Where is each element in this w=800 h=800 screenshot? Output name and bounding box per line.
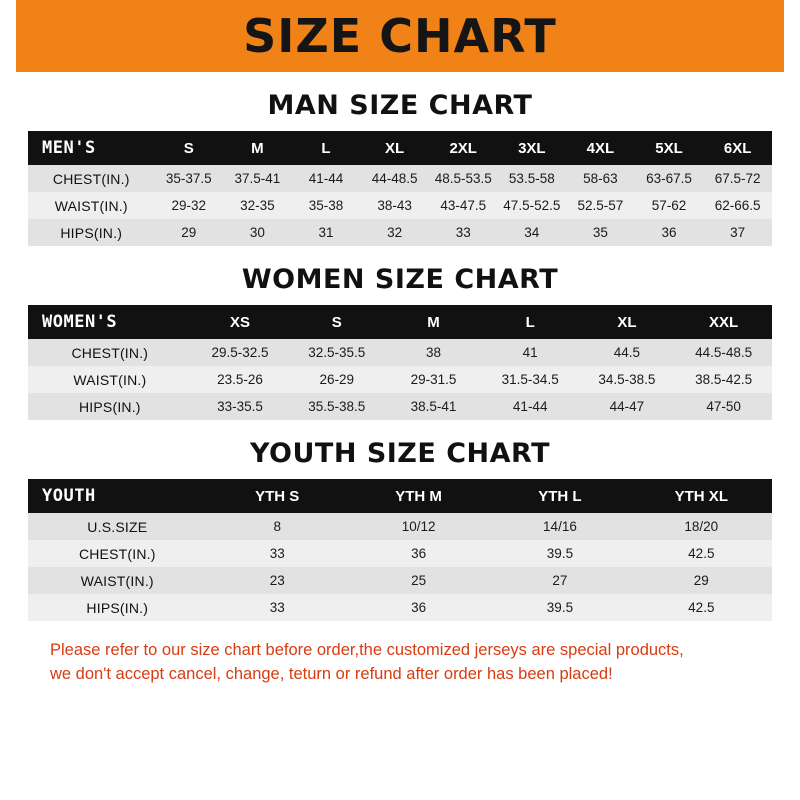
women-header-xs: XS — [230, 313, 251, 331]
man-hips-m: 30 — [249, 225, 265, 240]
man-hips-3xl: 34 — [524, 225, 540, 240]
youth-header-xl: YTH XL — [674, 487, 728, 505]
women-section-title: WOMEN SIZE CHART — [241, 264, 559, 295]
youth-size-table — [28, 479, 772, 621]
man-chest-6xl: 67.5-72 — [714, 171, 761, 186]
women-waist-xs: 23.5-26 — [217, 372, 263, 387]
man-header-3xl: 3XL — [518, 139, 546, 157]
youth-header-s: YTH S — [255, 487, 300, 505]
women-waist-xxl: 38.5-42.5 — [695, 372, 753, 387]
man-waist-l: 35-38 — [308, 198, 344, 213]
man-chest-l: 41-44 — [308, 171, 344, 186]
man-header-m: M — [251, 139, 264, 157]
table-row — [28, 594, 772, 621]
youth-row-label-ussize: U.S.SIZE — [87, 518, 148, 535]
footer-note — [28, 639, 772, 687]
table-row — [28, 192, 772, 219]
youth-ussize-xl: 18/20 — [684, 519, 719, 534]
header-band — [0, 0, 800, 72]
women-hips-s: 35.5-38.5 — [308, 399, 366, 414]
man-hips-2xl: 33 — [455, 225, 471, 240]
man-chest-2xl: 48.5-53.5 — [434, 171, 492, 186]
youth-header-label: YOUTH — [42, 486, 96, 506]
women-table-body — [28, 339, 772, 420]
women-chest-l: 41 — [522, 345, 538, 360]
man-waist-3xl: 47.5-52.5 — [503, 198, 561, 213]
man-waist-m: 32-35 — [240, 198, 275, 213]
table-header-row — [28, 131, 772, 165]
youth-ussize-l: 14/16 — [543, 519, 577, 534]
table-row — [28, 540, 772, 567]
women-size-table — [28, 305, 772, 420]
footer-note-line2: we don't accept cancel, change, teturn or refund after order has been placed! — [50, 664, 613, 683]
youth-waist-s: 23 — [269, 573, 285, 588]
man-chest-xl: 44-48.5 — [371, 171, 418, 186]
women-waist-l: 31.5-34.5 — [501, 372, 559, 387]
women-chest-xxl: 44.5-48.5 — [695, 345, 753, 360]
table-row — [28, 366, 772, 393]
man-hips-6xl: 37 — [730, 225, 746, 240]
youth-hips-m: 36 — [411, 600, 427, 615]
man-header-s: S — [183, 139, 194, 157]
youth-chest-s: 33 — [269, 546, 285, 561]
women-hips-l: 41-44 — [512, 399, 548, 414]
table-row — [28, 513, 772, 540]
women-hips-xl: 44-47 — [609, 399, 645, 414]
women-waist-s: 26-29 — [319, 372, 355, 387]
table-header-row — [28, 305, 772, 339]
youth-waist-xl: 29 — [693, 573, 709, 588]
page-title: SIZE CHART — [243, 9, 557, 63]
header-left-gap — [0, 0, 16, 72]
man-chest-4xl: 58-63 — [583, 171, 618, 186]
youth-hips-xl: 42.5 — [688, 600, 715, 615]
youth-chest-xl: 42.5 — [688, 546, 715, 561]
man-header-5xl: 5XL — [655, 139, 683, 157]
header-right-gap — [784, 0, 800, 72]
table-header-row — [28, 479, 772, 513]
man-chest-m: 37.5-41 — [234, 171, 281, 186]
man-size-table — [28, 131, 772, 246]
women-row-label-chest: CHEST(IN.) — [71, 344, 149, 361]
man-header-6xl: 6XL — [723, 139, 752, 157]
man-hips-5xl: 36 — [661, 225, 677, 240]
women-table-head — [28, 305, 772, 339]
women-hips-xxl: 47-50 — [706, 399, 741, 414]
man-chest-s: 35-37.5 — [165, 171, 212, 186]
women-waist-m: 29-31.5 — [410, 372, 457, 387]
table-row — [28, 339, 772, 366]
youth-waist-l: 27 — [552, 573, 568, 588]
youth-header-m: YTH M — [395, 487, 442, 505]
table-row — [28, 393, 772, 420]
man-row-label-hips: HIPS(IN.) — [60, 224, 123, 241]
youth-chest-l: 39.5 — [546, 546, 574, 561]
man-hips-l: 31 — [318, 225, 334, 240]
youth-table-head — [28, 479, 772, 513]
women-row-label-hips: HIPS(IN.) — [78, 398, 141, 415]
man-row-label-chest: CHEST(IN.) — [52, 170, 130, 187]
man-table-body — [28, 165, 772, 246]
women-header-l: L — [525, 313, 535, 331]
youth-chest-m: 36 — [411, 546, 427, 561]
man-hips-xl: 32 — [387, 225, 403, 240]
women-waist-xl: 34.5-38.5 — [598, 372, 656, 387]
man-chest-3xl: 53.5-58 — [508, 171, 555, 186]
man-waist-s: 29-32 — [171, 198, 207, 213]
women-header-s: S — [331, 313, 342, 331]
women-chest-m: 38 — [425, 345, 441, 360]
content — [0, 90, 800, 687]
table-row — [28, 219, 772, 246]
women-header-m: M — [427, 313, 440, 331]
footer-note-line1: Please refer to our size chart before order,the customized jerseys are special products, — [50, 641, 684, 659]
youth-ussize-m: 10/12 — [401, 519, 436, 534]
youth-section-title: YOUTH SIZE CHART — [249, 438, 551, 469]
youth-table-body — [28, 513, 772, 621]
man-header-xl: XL — [385, 139, 405, 157]
youth-header-l: YTH L — [538, 487, 582, 505]
women-header-xl: XL — [617, 313, 637, 331]
youth-waist-m: 25 — [411, 573, 427, 588]
women-header-label: WOMEN'S — [42, 312, 118, 332]
man-hips-s: 29 — [181, 225, 197, 240]
youth-row-label-waist: WAIST(IN.) — [80, 572, 154, 589]
youth-hips-s: 33 — [269, 600, 285, 615]
man-waist-6xl: 62-66.5 — [714, 198, 761, 213]
table-row — [28, 165, 772, 192]
man-waist-2xl: 43-47.5 — [440, 198, 487, 213]
women-row-label-waist: WAIST(IN.) — [73, 371, 147, 388]
women-hips-xs: 33-35.5 — [217, 399, 263, 414]
women-chest-xs: 29.5-32.5 — [211, 345, 269, 360]
man-header-label: MEN'S — [42, 138, 96, 158]
man-waist-4xl: 52.5-57 — [577, 198, 624, 213]
man-hips-4xl: 35 — [592, 225, 608, 240]
women-chest-s: 32.5-35.5 — [308, 345, 366, 360]
man-chest-5xl: 63-67.5 — [646, 171, 692, 186]
youth-row-label-chest: CHEST(IN.) — [78, 545, 156, 562]
man-header-2xl: 2XL — [449, 139, 477, 157]
youth-ussize-s: 8 — [273, 519, 281, 534]
youth-row-label-hips: HIPS(IN.) — [86, 599, 149, 616]
man-header-l: L — [321, 139, 331, 157]
man-waist-xl: 38-43 — [377, 198, 412, 213]
women-hips-m: 38.5-41 — [410, 399, 457, 414]
man-table-head — [28, 131, 772, 165]
man-section-title: MAN SIZE CHART — [267, 90, 533, 121]
man-row-label-waist: WAIST(IN.) — [54, 197, 128, 214]
women-chest-xl: 44.5 — [613, 345, 641, 360]
youth-hips-l: 39.5 — [546, 600, 574, 615]
women-header-xxl: XXL — [709, 313, 739, 331]
man-header-4xl: 4XL — [586, 139, 615, 157]
table-row — [28, 567, 772, 594]
man-waist-5xl: 57-62 — [651, 198, 687, 213]
